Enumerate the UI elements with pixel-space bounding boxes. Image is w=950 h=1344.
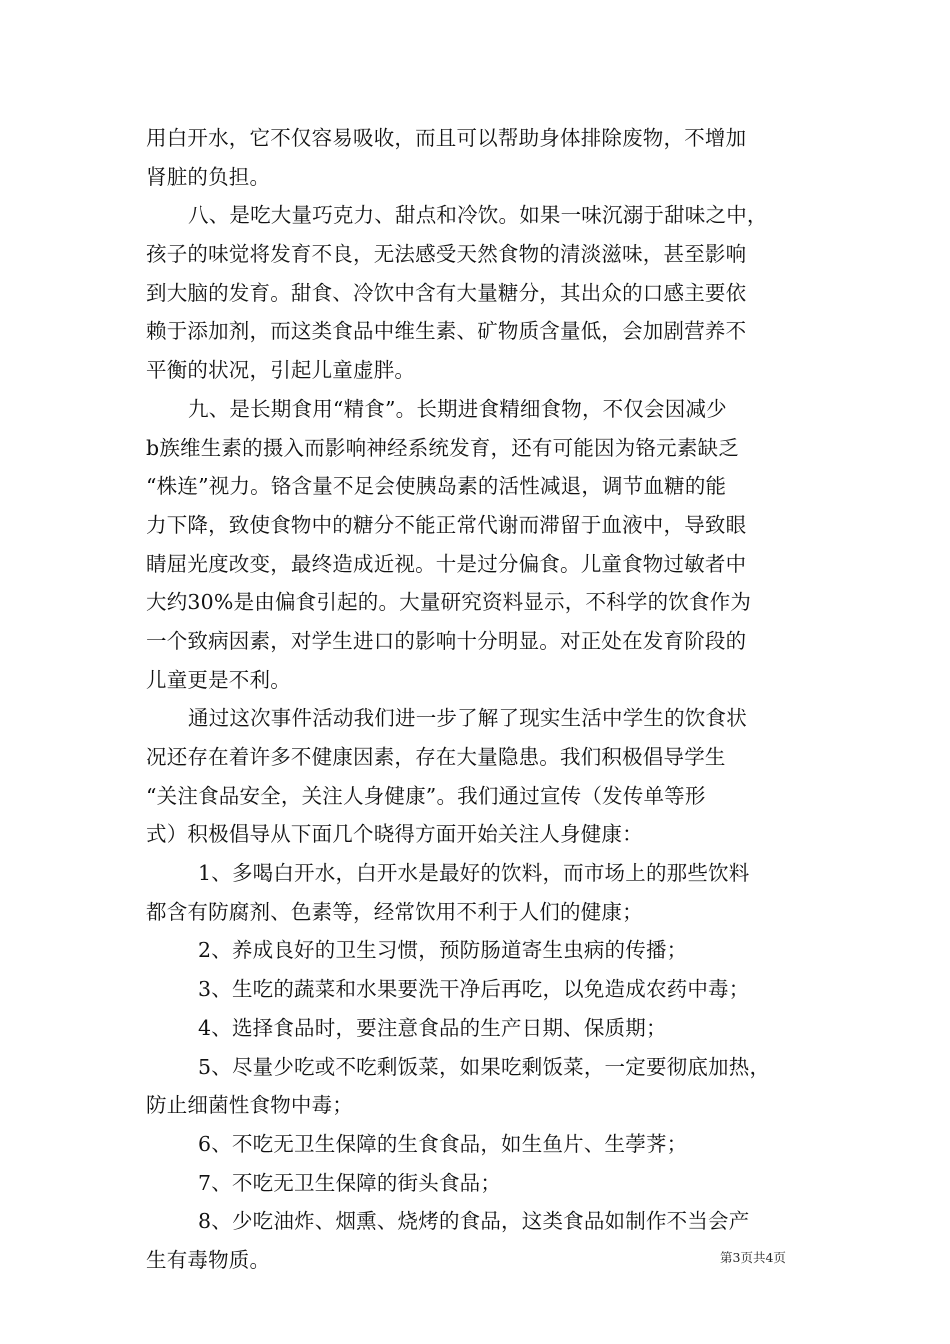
- text-line: 力下降，致使食物中的糖分不能正常代谢而滞留于血液中，导致眼: [146, 512, 747, 537]
- text-line: 通过这次事件活动我们进一步了解了现实生活中学生的饮食状: [188, 706, 747, 731]
- text-line: “关注食品安全，关注人身健康”。我们通过宣传（发传单等形: [146, 783, 706, 808]
- text-line: 8、少吃油炸、烟熏、烧烤的食品，这类食品如制作不当会产: [198, 1209, 750, 1234]
- page-number-footer: 第3页共4页: [720, 1250, 786, 1265]
- text-line: 况还存在着许多不健康因素，存在大量隐患。我们积极倡导学生: [146, 745, 726, 769]
- text-line: 九、是长期食用“精食”。长期进食精细食物，不仅会因减少: [188, 396, 727, 421]
- text-line: b族维生素的摄入而影响神经系统发育，还有可能因为铬元素缺乏: [146, 435, 739, 460]
- text-line: 儿童更是不利。: [146, 667, 291, 692]
- text-line: 用白开水，它不仅容易吸收，而且可以帮助身体排除废物，不增加: [146, 126, 747, 150]
- text-line: 睛屈光度改变，最终造成近视。十是过分偏食。儿童食物过敏者中: [146, 551, 747, 576]
- text-line: 八、是吃大量巧克力、甜点和冷饮。如果一味沉溺于甜味之中，: [188, 203, 768, 228]
- text-line: 7、不吃无卫生保障的街头食品；: [198, 1170, 502, 1195]
- text-line: 防止细菌性食物中毒；: [146, 1093, 353, 1118]
- text-line: 4、选择食品时，要注意食品的生产日期、保质期；: [198, 1015, 667, 1040]
- text-line: 1、多喝白开水，白开水是最好的饮料，而市场上的那些饮料: [198, 861, 750, 886]
- text-line: 6、不吃无卫生保障的生食食品，如生鱼片、生荸荠；: [198, 1131, 688, 1156]
- text-line: 赖于添加剂，而这类食品中维生素、矿物质含量低，会加剧营养不: [146, 319, 747, 344]
- text-line: 一个致病因素，对学生进口的影响十分明显。对正处在发育阶段的: [146, 628, 747, 653]
- text-line: 生有毒物质。: [146, 1247, 271, 1272]
- text-line: 式）积极倡导从下面几个晓得方面开始关注人身健康：: [146, 822, 643, 847]
- text-line: 肾脏的负担。: [146, 164, 271, 189]
- text-line: 孩子的味觉将发育不良，无法感受天然食物的清淡滋味，甚至影响: [146, 242, 747, 267]
- text-line: 3、生吃的蔬菜和水果要洗干净后再吃，以免造成农药中毒；: [198, 977, 750, 1002]
- document-body: [146, 119, 808, 1280]
- text-line: 都含有防腐剂、色素等，经常饮用不利于人们的健康；: [146, 899, 643, 924]
- text-line: “株连”视力。铬含量不足会使胰岛素的活性减退，调节血糖的能: [146, 474, 727, 499]
- text-line: 5、尽量少吃或不吃剩饭菜，如果吃剩饭菜，一定要彻底加热，: [198, 1054, 771, 1079]
- text-line: 大约30%是由偏食引起的。大量研究资料显示，不科学的饮食作为: [146, 590, 752, 615]
- text-line: 到大脑的发育。甜食、冷饮中含有大量糖分，其出众的口感主要依: [146, 280, 747, 305]
- text-line: 平衡的状况，引起儿童虚胖。: [146, 358, 416, 383]
- text-line: 2、养成良好的卫生习惯，预防肠道寄生虫病的传播；: [198, 938, 688, 963]
